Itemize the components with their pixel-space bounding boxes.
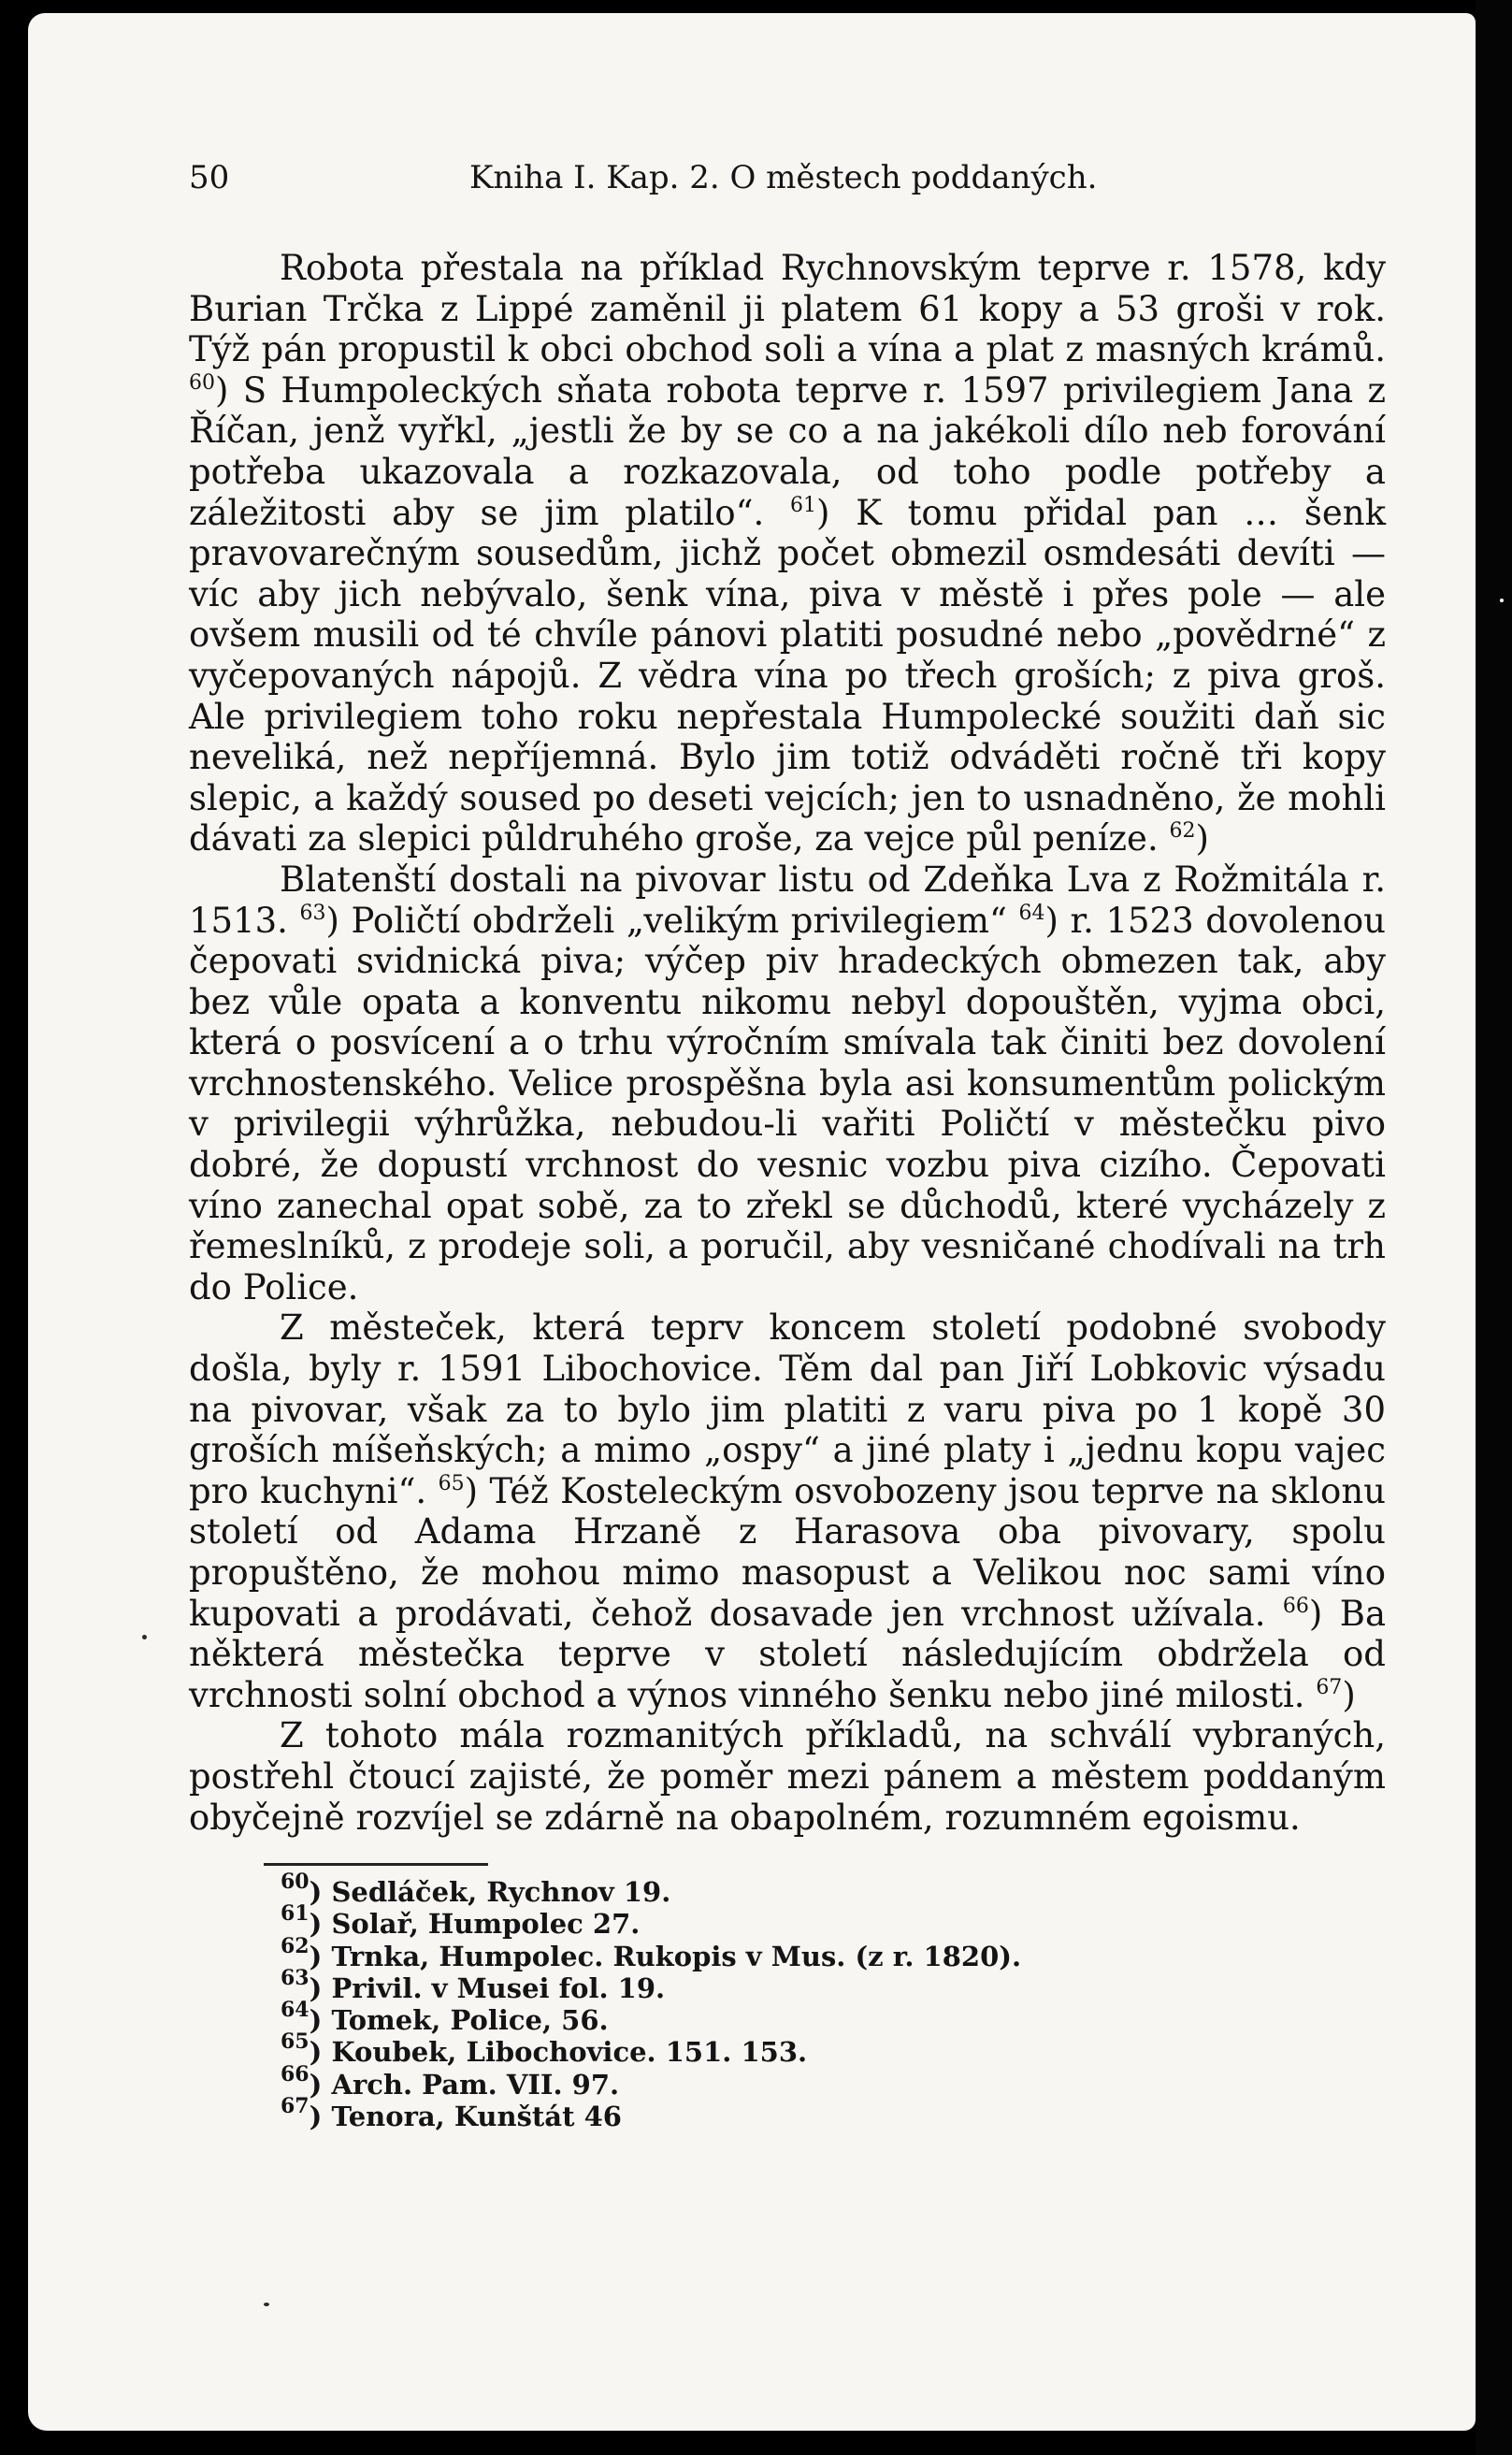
ink-speck xyxy=(142,1635,147,1639)
footnote: $^{61}$) Solař, Humpolec 27. xyxy=(281,1901,641,1941)
scan-edge xyxy=(1476,0,1512,2455)
body-text xyxy=(189,248,1386,1838)
footnote-ref: 61 xyxy=(790,493,817,517)
paragraph: Blatenští dostali na pivovar listu od Zdeňka Lva z Rožmitála r. 1513. $^{63}$) Poličtí obdrželi „velikým privilegiem“ $^{64}$) r. 1523 dovolenou čepovati svidnická piva; výčep piv hradeckých obmezen tak, aby bez vůle opata a konventu nikomu nebyl dopouštěn, vyjma obci, která o posvícení a o trhu výročním smívala tak činiti bez dovolení vrchnostenského. Velice prospěšna byla asi konsumentům polickým v privilegii výhrůžka, nebudou-li vařiti Poličtí v městečku pivo dobré, že dopustí vrchnost do vesnic vozbu piva cizího. Čepovati víno zanechal opat sobě, za to zřekl se důchodů, které vycházely z řemeslníků, z prodeje soli, a poručil, aby vesničané chodívali na trh do Police. xyxy=(189,859,1387,1307)
paragraph: Z městeček, která teprv koncem století podobné svobody došla, byly r. 1591 Libochovice. Těm dal pan Jiří Lobkovic výsadu na pivovar, však za to bylo jim platiti z varu piva po 1 kopě 30 groších míšeňských; a mimo „ospy“ a jiné platy i „jednu kopu vajec pro kuchyni“. $^{65}$) Též Kosteleckým osvobozeny jsou teprve na sklonu století od Adama Hrzaně z Harasova oba pivovary, spolu propuštěno, že mohou mimo masopust a Velikou noc sami víno kupovati a prodávati, čehož dosavade jen vrchnost užívala. $^{66}$) Ba některá městečka teprve v století následujícím obdržela od vrchnosti solní obchod a výnos vinného šenku nebo jiné milosti. $^{67}$) xyxy=(189,1307,1386,1715)
footnote: $^{67}$) Tenora, Kunštát 46 xyxy=(281,2094,622,2133)
paragraph: Z tohoto mála rozmanitých příkladů, na schválí vybraných, postřehl čtoucí zajisté, že poměr mezi pánem a městem poddaným obyčejně rozvíjel se zdárně na obapolném, rozumném egoismu. xyxy=(189,1715,1386,1838)
page-header xyxy=(189,152,1448,208)
footnote-ref: 63 xyxy=(299,901,326,925)
footnote-rule xyxy=(264,1863,488,1866)
footnote: $^{64}$) Tomek, Police, 56. xyxy=(281,1998,609,2037)
footnote: $^{65}$) Koubek, Libochovice. 151. 153. xyxy=(281,2029,808,2069)
footnote-ref: 64 xyxy=(1018,901,1045,925)
footnote: $^{60}$) Sedláček, Rychnov 19. xyxy=(281,1870,671,1908)
running-head: Kniha I. Kap. 2. O městech poddaných. xyxy=(469,159,1098,196)
footnote: $^{63}$) Privil. v Musei fol. 19. xyxy=(281,1965,666,2004)
page-number: 50 xyxy=(189,159,230,196)
paragraph: Robota přestala na příklad Rychnovským teprve r. 1578, kdy Burian Trčka z Lippé zaměnil ji platem 61 kopy a 53 groši v rok. Týž pán propustil k obci obchod soli a vína a plat z masných krámů. $^{60}$) S Humpoleckých sňata robota teprve r. 1597 privilegiem Jana z Říčan, jenž vyřkl, „jestli že by se co a na jakékoli dílo neb forování potřeba ukazovala a rozkazovala, od toho podle potřeby a záležitosti aby se jim platilo“. $^{61}$) K tomu přidal pan … šenk pravovarečným sousedům, jichž počet obmezil osmdesáti devíti — víc aby jich nebývalo, šenk vína, piva v městě i přes pole — ale ovšem musili od té chvíle pánovi platiti posudné nebo „povědrné“ z vyčepovaných nápojů. Z vědra vína po třech groších; z piva groš. Ale privilegiem toho roku nepřestala Humpolecké soužiti daň sic neveliká, než nepříjemná. Bylo jim totiž odváděti ročně tři kopy slepic, a každý soused po deseti vejcích; jen to usnadněno, že mohli dávati za slepici půldruhého groše, za vejce půl peníze. $^{62}$) xyxy=(189,248,1386,859)
footnote: $^{62}$) Trnka, Humpolec. Rukopis v Mus. (z r. 1820). xyxy=(281,1933,1022,1972)
footnotes xyxy=(281,1870,1022,2133)
ink-speck xyxy=(264,2303,269,2306)
footnote-ref: 65 xyxy=(438,1471,465,1495)
footnote-ref: 66 xyxy=(1282,1594,1309,1618)
footnote: $^{66}$) Arch. Pam. VII. 97. xyxy=(281,2061,620,2101)
footnote-ref: 62 xyxy=(1169,819,1196,844)
footnote-ref: 67 xyxy=(1316,1675,1343,1699)
ink-speck xyxy=(1500,599,1504,602)
footnote-ref: 60 xyxy=(189,370,215,395)
